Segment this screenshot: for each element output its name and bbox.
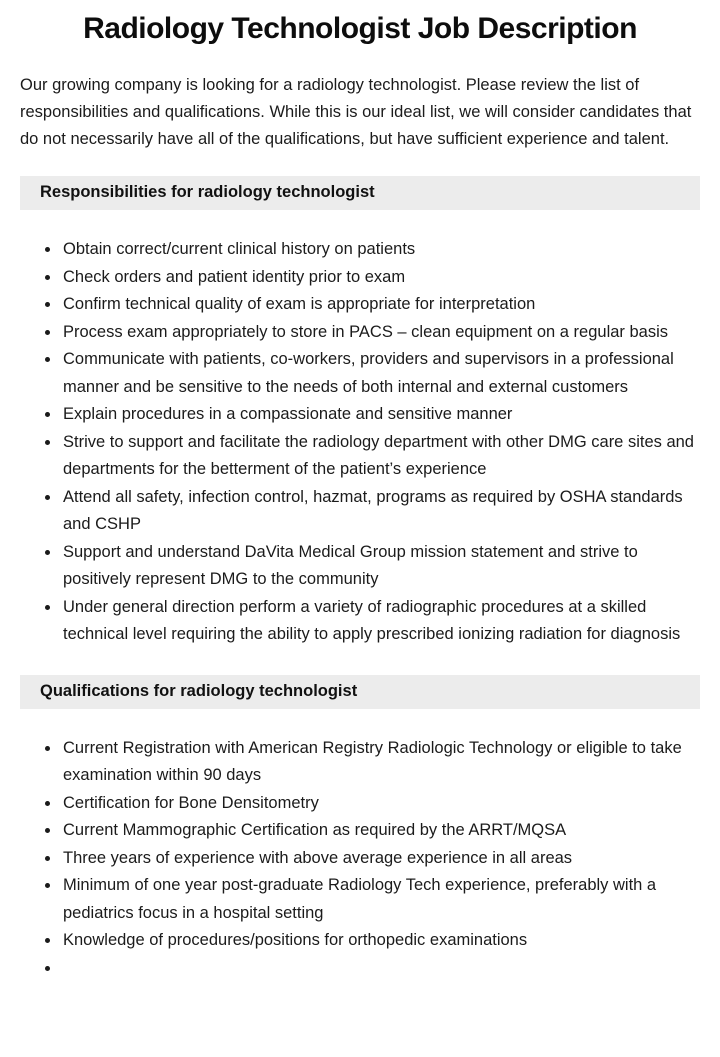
- list-item: • Under general direction perform a variety of radiographic procedures at a skilled technical level requiring the ability to apply prescribed ionizing radiation for diagnosis: [61, 594, 700, 649]
- qualifications-heading: Qualifications for radiology technologist: [40, 681, 358, 700]
- responsibilities-list: [20, 236, 700, 649]
- list-item: • Attend all safety, infection control, hazmat, programs as required by OSHA standards and CSHP: [61, 484, 700, 539]
- responsibilities-heading: Responsibilities for radiology technologist: [40, 183, 375, 201]
- list-item: • Minimum of one year post-graduate Radiology Tech experience, preferably with a pediatrics focus in a hospital setting: [61, 872, 700, 927]
- list-item: • Obtain correct/current clinical history on patients: [61, 236, 700, 264]
- list-item: • Confirm technical quality of exam is appropriate for interpretation: [61, 291, 700, 319]
- list-item: • Strive to support and facilitate the radiology department with other DMG care sites and departments for the betterment of the patient’s experience: [61, 429, 700, 484]
- list-item: • Certification for Bone Densitometry: [61, 790, 700, 818]
- qualifications-section-header: [20, 675, 700, 709]
- responsibilities-section-header: [20, 176, 700, 210]
- list-item: • Three years of experience with above average experience in all areas: [61, 845, 700, 873]
- list-item: • Process exam appropriately to store in PACS – clean equipment on a regular basis: [61, 319, 700, 347]
- list-item: • Check orders and patient identity prior to exam: [61, 264, 700, 292]
- list-item: • Explain procedures in a compassionate and sensitive manner: [61, 401, 700, 429]
- list-item: • Communicate with patients, co-workers, providers and supervisors in a professional manner and be sensitive to the needs of both internal and external customers: [61, 346, 700, 401]
- list-item-partial: [61, 955, 700, 983]
- page-title: Radiology Technologist Job Description: [83, 12, 637, 45]
- intro-paragraph: Our growing company is looking for a radiology technologist. Please review the list of responsibilities and qualifications. While this is our ideal list, we will consider candidates that do not necessarily have all of the qualifications, but have sufficient experience and talent.: [20, 76, 692, 148]
- list-item: • Current Registration with American Registry Radiologic Technology or eligible to take examination within 90 days: [61, 735, 700, 790]
- list-item: • Current Mammographic Certification as required by the ARRT/MQSA: [61, 817, 700, 845]
- qualifications-list: [20, 735, 700, 983]
- list-item: • Support and understand DaVita Medical Group mission statement and strive to positively represent DMG to the community: [61, 539, 700, 594]
- list-item: • Knowledge of procedures/positions for orthopedic examinations: [61, 927, 700, 955]
